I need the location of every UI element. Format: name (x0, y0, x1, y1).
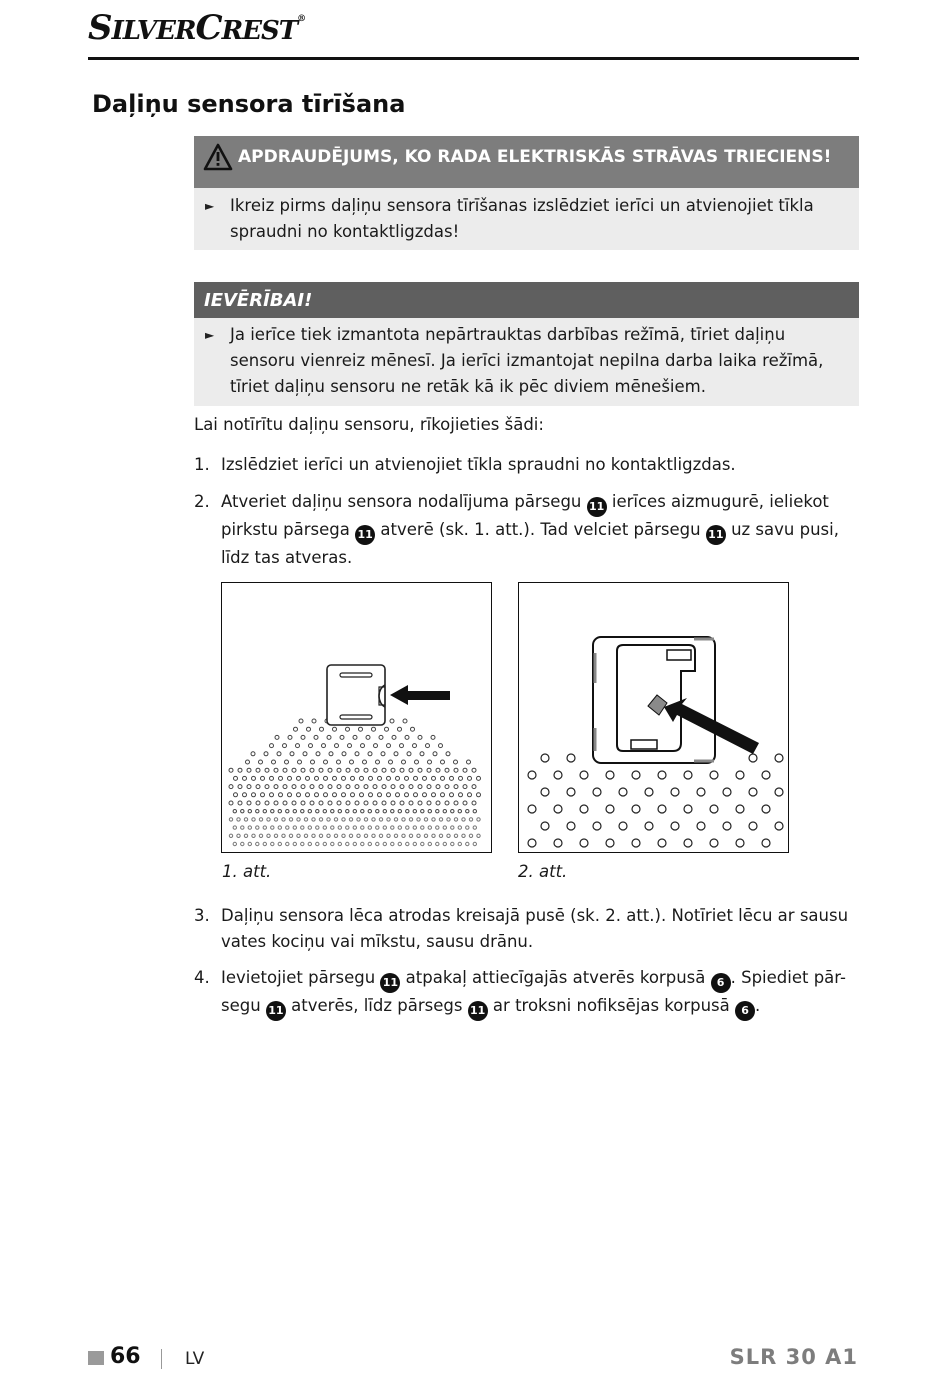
intro-text: Lai notīrītu daļiņu sensoru, rīkojieties šādi: (194, 415, 544, 434)
part-badge-cover: 11 (468, 1001, 488, 1021)
note-header (194, 282, 859, 318)
step-text-part: Izslēdziet ierīci un atvienojiet tīkla spraudni no kontaktligzdas. (221, 455, 736, 474)
figure-2-caption: 2. att. (518, 862, 568, 881)
step-text-part: atpakaļ attiecīgajās atverēs korpusā (400, 968, 711, 987)
step-text (221, 903, 859, 955)
brand-rest: REST (221, 16, 298, 46)
model-number: SLR 30 A1 (729, 1345, 858, 1369)
warning-heading: APDRAUDĒJUMS, KO RADA ELEKTRISKĀS STRĀVAS TRIECIENS! (238, 147, 832, 167)
note-body (194, 318, 859, 406)
bullet-arrow-icon: ► (205, 328, 215, 342)
figure-1-illustration (222, 583, 490, 851)
note-box (194, 282, 859, 406)
brand-logo (88, 8, 305, 48)
step-text-part: . (755, 996, 761, 1015)
part-badge-cover: 11 (380, 973, 400, 993)
step-text (221, 489, 859, 571)
step-1 (194, 452, 859, 478)
page-number: 66 (110, 1344, 141, 1369)
step-text-part: Atveriet daļiņu sensora nodalījuma pārsegu (221, 492, 587, 511)
step-text (221, 965, 859, 1021)
part-badge-cover: 11 (587, 497, 607, 517)
step-text-part: ar troksni nofiksējas korpusā (487, 996, 736, 1015)
header-rule (88, 57, 859, 60)
step-text-part: atverē (sk. 1. att.). Tad velciet pārsegu (375, 520, 706, 539)
warning-text: Ikreiz pirms daļiņu sensora tīrīšanas izslēdziet ierīci un atvienojiet tīkla spraudni no kontaktligzdas! (230, 196, 814, 241)
part-badge-cover: 11 (266, 1001, 286, 1021)
figure-2 (518, 582, 789, 853)
warning-body (194, 188, 859, 250)
step-text-part: . Spiediet pār-segu (221, 968, 846, 1015)
step-4 (194, 965, 859, 1021)
step-number: 3. (194, 906, 210, 925)
bullet-arrow-icon: ► (205, 199, 215, 213)
step-text-part: uz savu pusi, līdz tas atveras. (221, 520, 839, 567)
note-heading: IEVĒRĪBAI! (204, 290, 313, 311)
figure-1 (221, 582, 492, 853)
note-text: Ja ierīce tiek izmantota nepārtrauktas darbības režīmā, tīriet daļiņu sensoru vienreiz mēnesī. Ja ierīci izmantojat nepilna darba laika režīmā, tīriet daļiņu sensoru ne retāk kā ik pēc diviem mēnešiem. (230, 325, 824, 396)
step-2 (194, 489, 859, 571)
warning-box (194, 136, 859, 250)
registered-mark: ® (297, 14, 306, 24)
figure-1-caption: 1. att. (222, 862, 272, 881)
figure-2-illustration (519, 583, 787, 851)
brand-c: C (195, 8, 222, 48)
step-text-part: ierīces aizmugurē, ieliekot pirkstu pārsega (221, 492, 829, 539)
part-badge-cover: 11 (355, 525, 375, 545)
step-number: 4. (194, 968, 210, 987)
part-badge-cover: 11 (706, 525, 726, 545)
step-text-part: Daļiņu sensora lēca atrodas kreisajā pusē (sk. 2. att.). Notīriet lēcu ar sausu vates kociņu vai mīkstu, sausu drānu. (221, 906, 849, 951)
language-code: LV (185, 1349, 205, 1369)
step-3 (194, 903, 859, 955)
part-badge-housing: 6 (711, 973, 731, 993)
step-number: 2. (194, 492, 210, 511)
step-number: 1. (194, 455, 210, 474)
footer-square (88, 1351, 104, 1365)
footer-divider (161, 1349, 162, 1369)
warning-triangle-icon (203, 143, 233, 171)
step-text (221, 452, 859, 478)
warning-header (194, 136, 859, 188)
part-badge-housing: 6 (735, 1001, 755, 1021)
step-text-part: Ievietojiet pārsegu (221, 968, 381, 987)
brand-s: S (88, 8, 112, 48)
page-title: Daļiņu sensora tīrīšana (92, 90, 406, 118)
step-text-part: atverēs, līdz pārsegs (285, 996, 468, 1015)
brand-ilver: ILVER (111, 16, 196, 46)
